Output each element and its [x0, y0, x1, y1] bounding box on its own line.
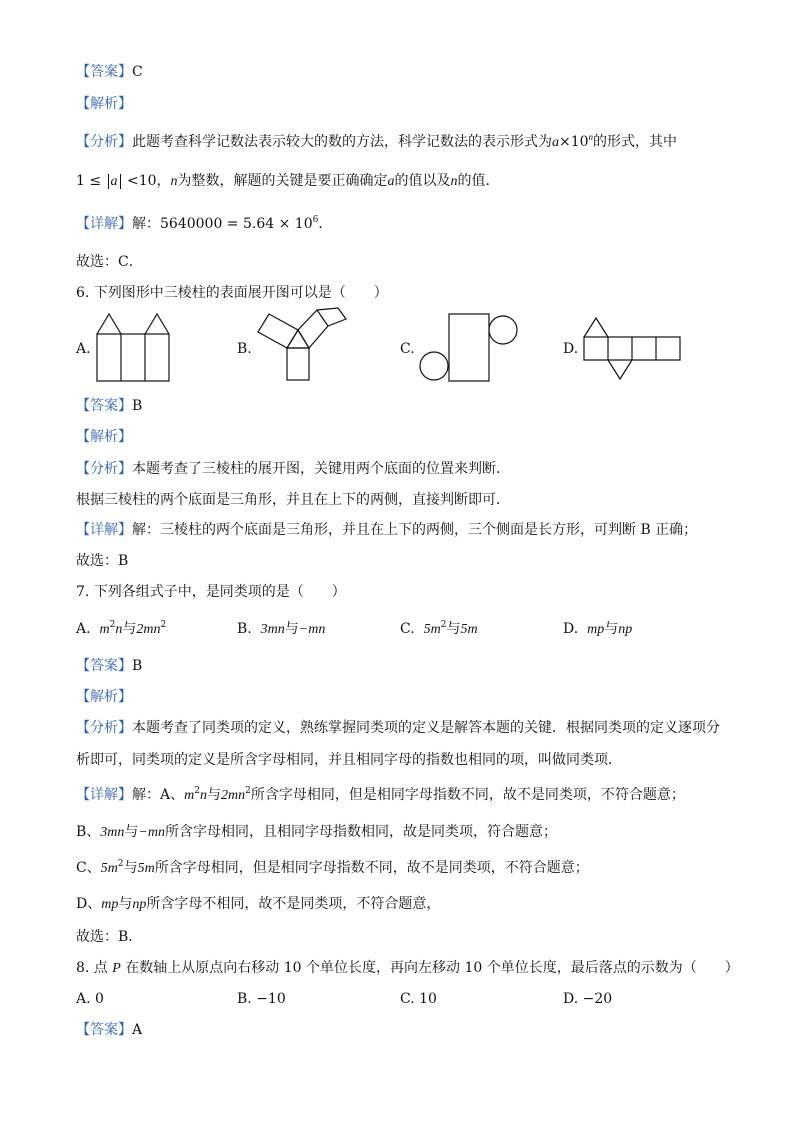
q7-option-c: C. $5m^2$与5m [400, 620, 478, 637]
q8-option-d: D. −20 [563, 991, 613, 1007]
q6-analysis-heading: 【解析】 [76, 429, 132, 445]
q7-analysis-heading: 【解析】 [76, 689, 132, 705]
q6-figure-b [256, 310, 350, 382]
q8-stem: 8. 点 P 在数轴上从原点向右移动 10 个单位长度，再向左移动 10 个单位长度，最后落点的示数为（ ） [76, 960, 739, 976]
q5-fenxi-line2: 1 ≤ a <10，n为整数，解题的关键是要正确确定a的值以及n的值． [76, 173, 500, 189]
q7-xiangjie-b: B、3mn与−mn所含字母相同，且相同字母指数相同，故是同类项，符合题意； [76, 824, 557, 840]
q7-xiangjie-c: C、$5m^2$与5m所含字母相同，但是相同字母指数不同，故不是同类项，不符合题意； [76, 859, 589, 876]
q7-option-d: D. mp与np [563, 621, 633, 637]
q6-figure-c [418, 313, 520, 383]
q8-option-c: C. 10 [400, 991, 437, 1007]
q6-fenxi-line2: 根据三棱柱的两个底面是三角形，并且在上下的两侧，直接判断即可． [76, 492, 510, 508]
q6-option-b-label: B. [237, 341, 252, 357]
q8-option-b: B. −10 [237, 991, 286, 1007]
q8-answer: 【答案】A [76, 1022, 143, 1038]
q8-option-a: A. 0 [76, 991, 104, 1007]
q7-answer: 【答案】B [76, 658, 143, 674]
q5-analysis-heading: 【解析】 [76, 96, 132, 112]
q5-xiangjie: 【详解】解：$5640000 = 5.64 \times 10^6$． [76, 215, 333, 232]
q5-fenxi-line1: 【分析】此题考查科学记数法表示较大的数的方法，科学记数法的表示形式为$a\times 10^n$的形式，其中 [76, 132, 678, 150]
q6-option-a-label: A. [76, 341, 91, 357]
q6-figure-d [583, 316, 683, 380]
q7-option-b: B. 3mn与−mn [237, 621, 326, 637]
q7-xiangjie-a: 【详解】解：A、$m^2n$与$2mn^2$所含字母相同，但是相同字母指数不同，故不是同类项，不符合题意； [76, 786, 685, 803]
q6-fenxi: 【分析】本题考查了三棱柱的展开图，关键用两个底面的位置来判断． [76, 461, 510, 477]
q7-xiangjie-d: D、mp与np所含字母不相同，故不是同类项，不符合题意， [76, 896, 441, 912]
q7-option-a: A. $m^2n$与$2mn^2$ [76, 620, 167, 637]
q6-option-c-label: C. [400, 341, 415, 357]
q5-answer: 【答案】C [76, 64, 143, 80]
q6-stem: 6. 下列图形中三棱柱的表面展开图可以是（ ） [76, 285, 388, 301]
q6-conclusion: 故选：B [76, 553, 129, 569]
q7-conclusion: 故选：B． [76, 929, 143, 945]
q7-fenxi: 【分析】本题考查了同类项的定义，熟练掌握同类项的定义是解答本题的关键．根据同类项的定义逐项分 [76, 720, 720, 736]
q7-fenxi-line2: 析即可，同类项的定义是所含字母相同，并且相同字母的指数也相同的项，叫做同类项． [76, 752, 622, 768]
q6-answer: 【答案】B [76, 398, 143, 414]
q6-xiangjie: 【详解】解：三棱柱的两个底面是三角形，并且在上下的两侧，三个侧面是长方形，可判断 B 正确； [76, 522, 698, 538]
q5-conclusion: 故选：C． [76, 254, 143, 270]
q7-stem: 7. 下列各组式子中，是同类项的是（ ） [76, 584, 346, 600]
q6-figure-a [96, 312, 170, 382]
q6-option-d-label: D. [563, 341, 579, 357]
